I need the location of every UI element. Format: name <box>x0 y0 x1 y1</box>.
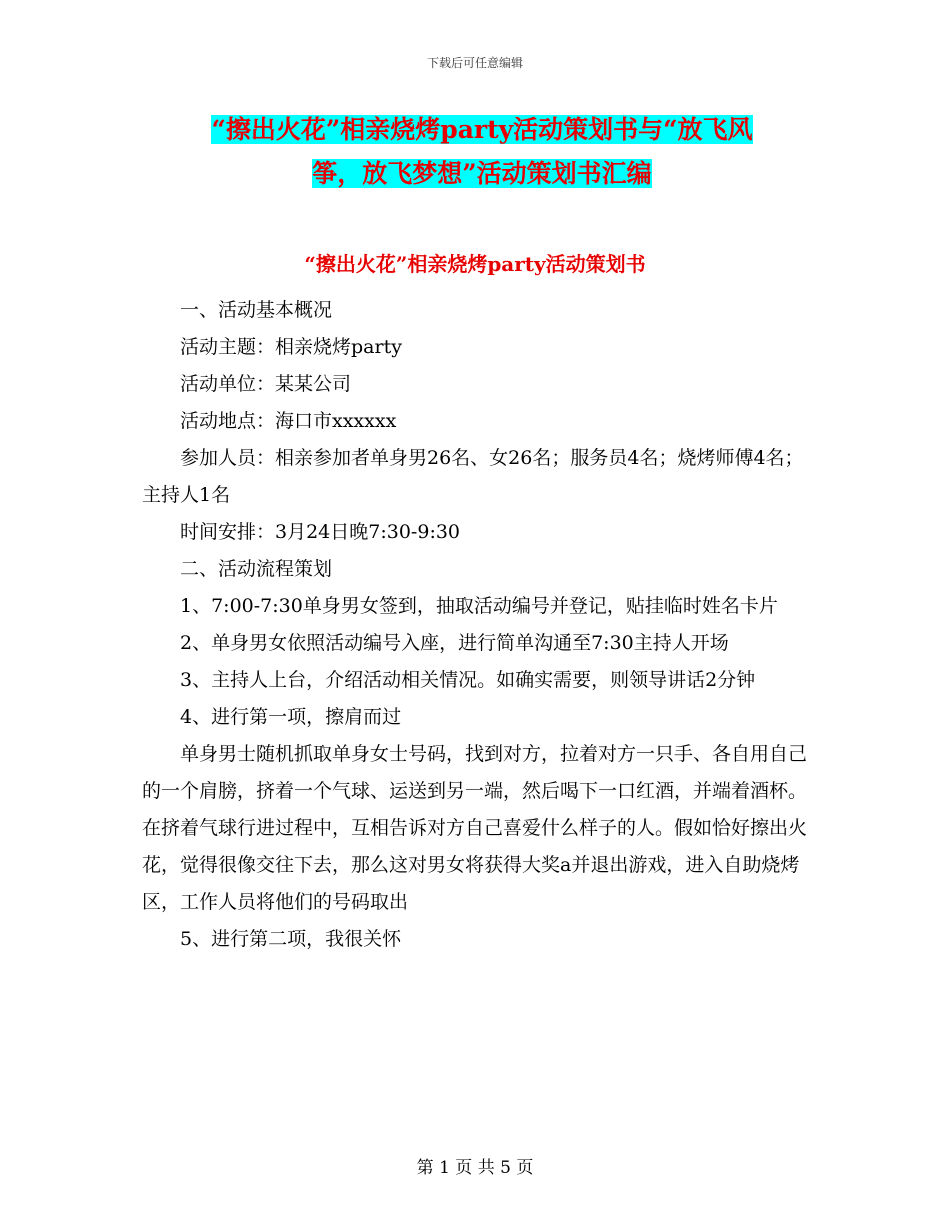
paragraph: 二、活动流程策划 <box>180 558 333 580</box>
paragraph: 活动单位：某某公司 <box>180 373 352 395</box>
section-title: “擦出火花”相亲烧烤party活动策划书 <box>304 252 646 276</box>
paragraph: 活动主题：相亲烧烤party <box>180 336 402 358</box>
paragraph: 参加人员：相亲参加者单身男26名、女26名；服务员4名；烧烤师傅4名；主持人1名 <box>142 447 804 506</box>
document-title <box>142 108 822 196</box>
document-body <box>142 292 812 958</box>
paragraph: 2、单身男女依照活动编号入座，进行简单沟通至7:30主持人开场 <box>180 632 729 654</box>
paragraph: 4、进行第一项，擦肩而过 <box>180 706 402 728</box>
paragraph: 时间安排：3月24日晚7:30-9:30 <box>180 521 461 543</box>
paragraph: 活动地点：海口市xxxxxx <box>180 410 397 432</box>
title-line-2: 筝，放飞梦想”活动策划书汇编 <box>312 159 652 188</box>
paragraph: 5、进行第二项，我很关怀 <box>180 928 402 950</box>
paragraph: 3、主持人上台，介绍活动相关情况。如确实需要，则领导讲话2分钟 <box>180 669 756 691</box>
title-line-1: “擦出火花”相亲烧烤party活动策划书与“放飞风 <box>211 115 753 144</box>
page-footer: 第 1 页 共 5 页 <box>416 1158 534 1178</box>
header-note: 下载后可任意编辑 <box>426 56 523 70</box>
paragraph: 1、7:00-7:30单身男女签到，抽取活动编号并登记，贴挂临时姓名卡片 <box>180 595 778 617</box>
paragraph: 一、活动基本概况 <box>180 299 333 321</box>
paragraph: 单身男士随机抓取单身女士号码，找到对方，拉着对方一只手、各自用自己的一个肩膀，挤着一个气球、运送到另一端，然后喝下一口红酒，并端着酒杯。在挤着气球行进过程中，互相告诉对方自己喜爱什么样子的人。假如恰好擦出火花，觉得很像交往下去，那么这对男女将获得大奖a并退出游戏，进入自助烧烤区，工作人员将他们的号码取出 <box>142 743 808 913</box>
